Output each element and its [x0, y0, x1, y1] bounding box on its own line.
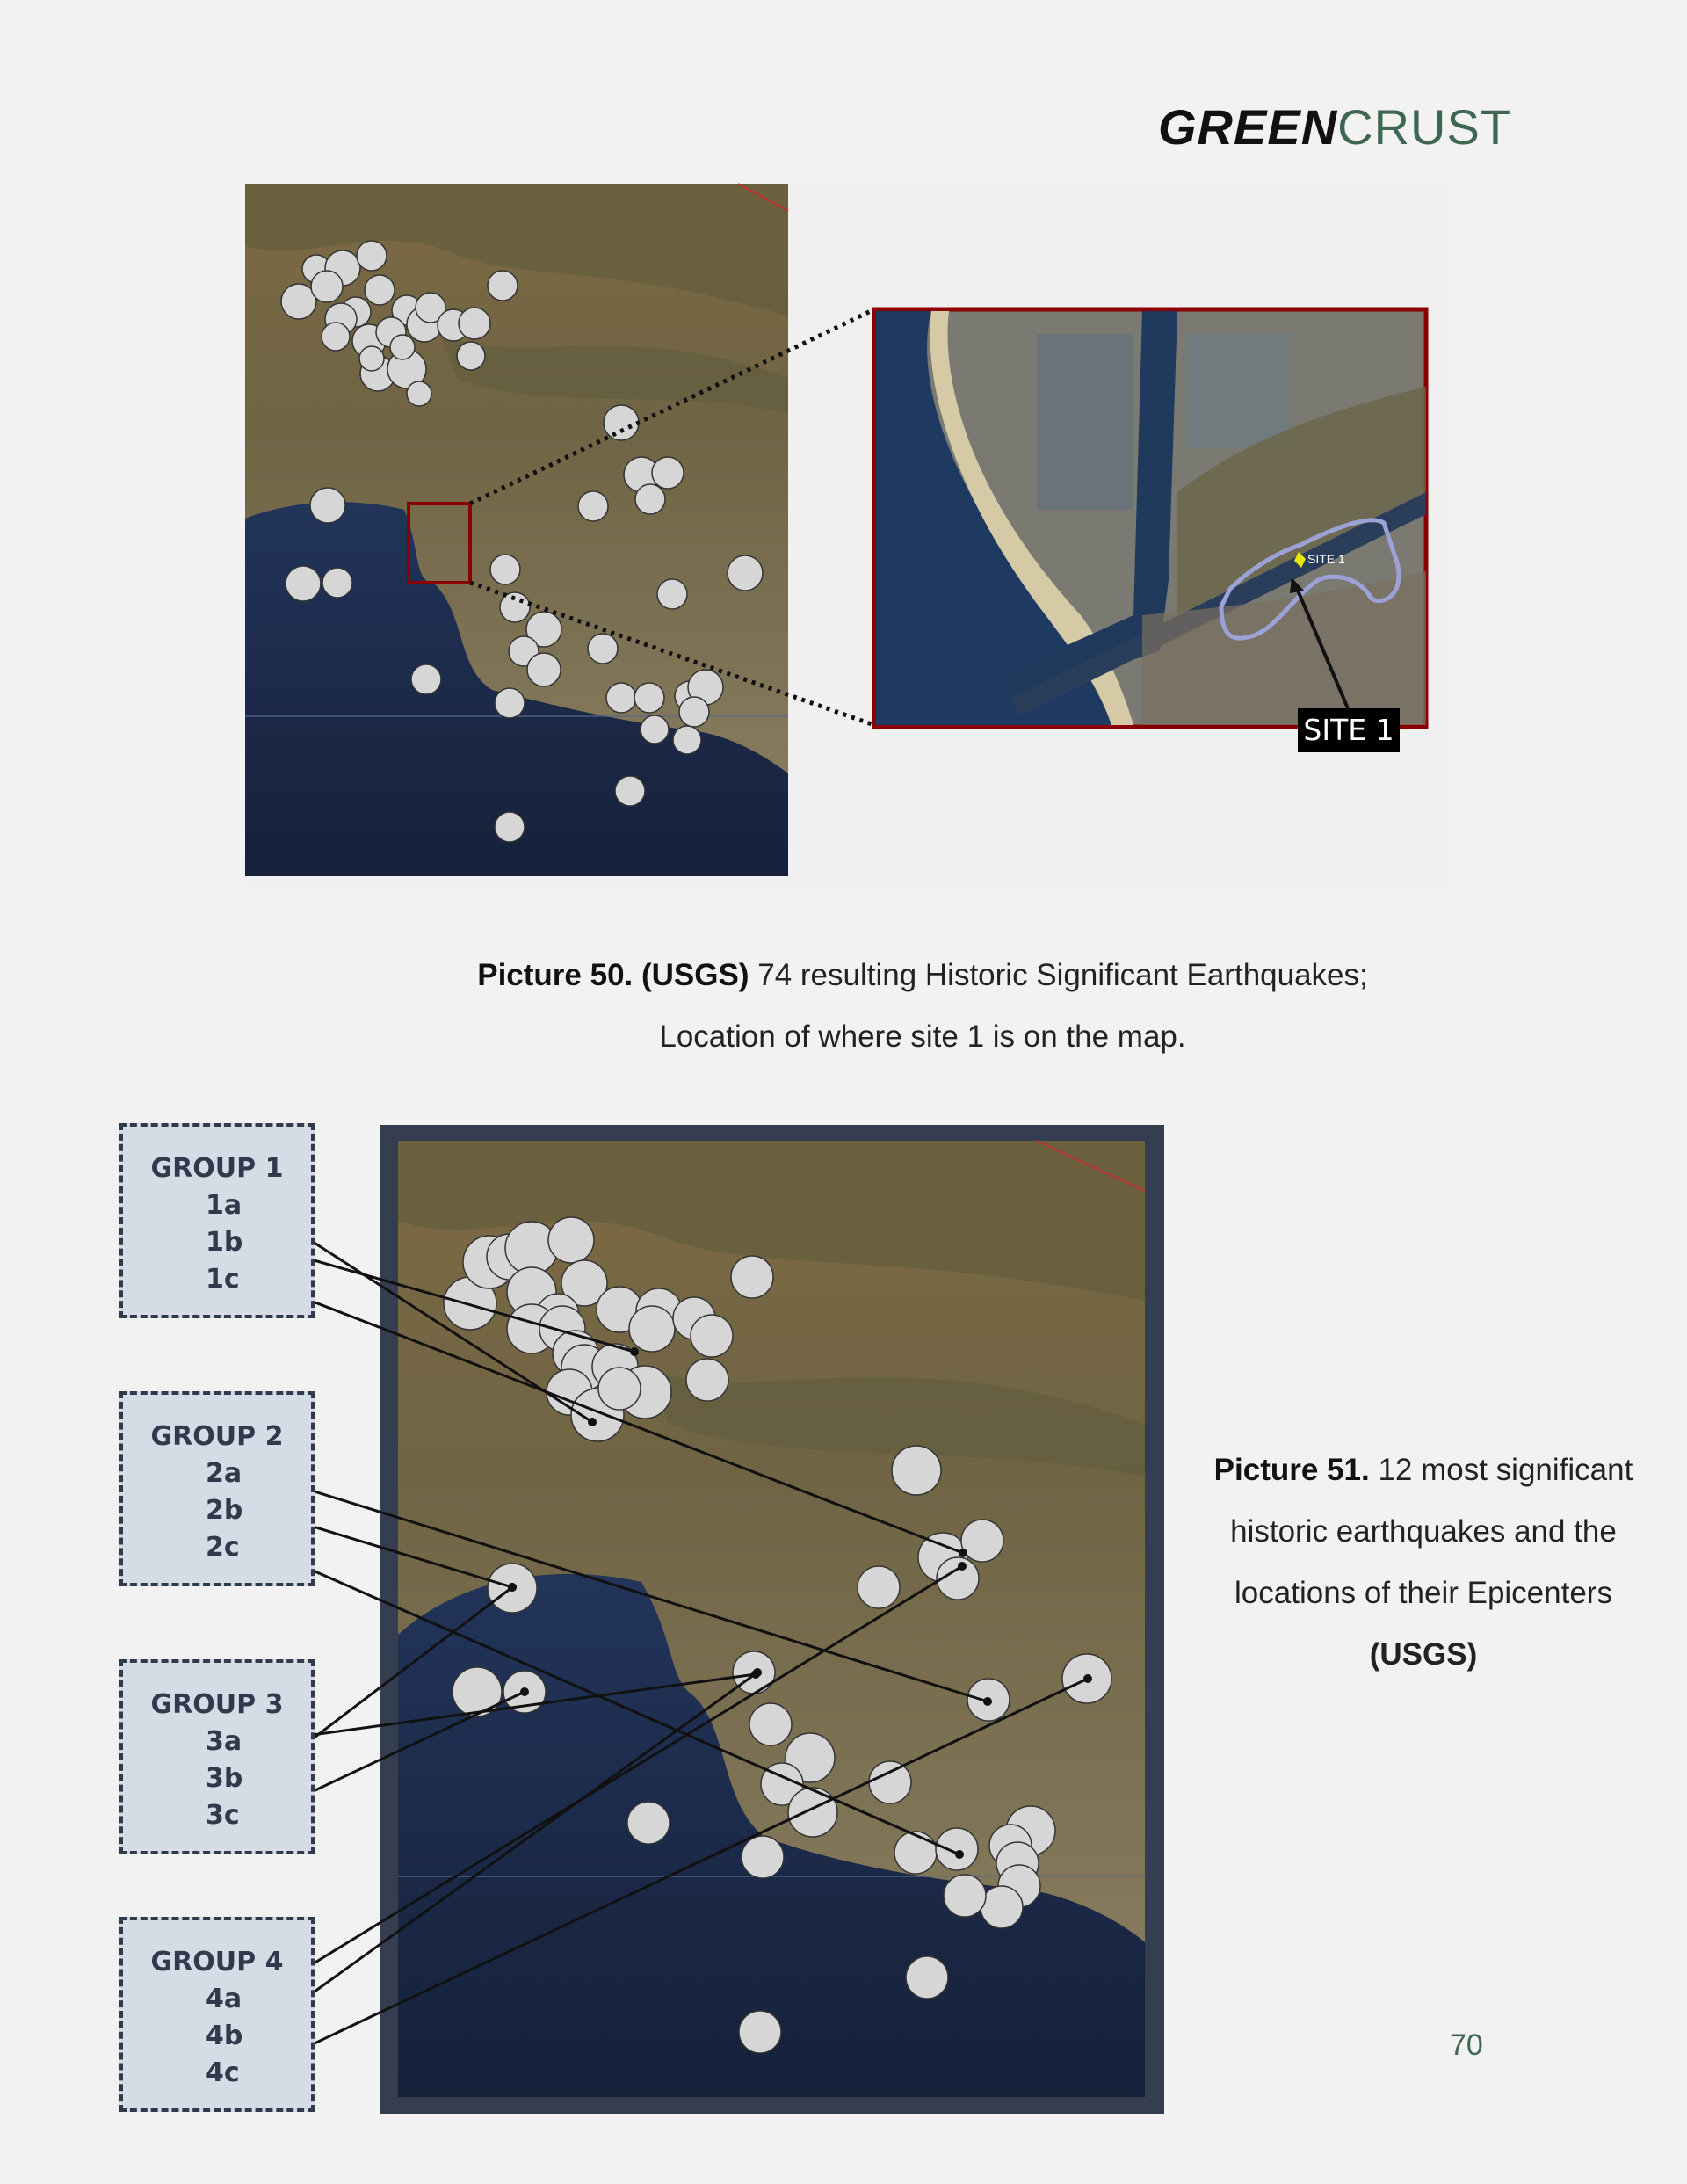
earthquake-marker — [365, 275, 395, 305]
group-item: 4b — [206, 2021, 243, 2051]
earthquake-marker — [459, 308, 490, 339]
la-region-map — [245, 184, 788, 876]
caption51-bold: Picture 51. — [1213, 1453, 1370, 1487]
caption-picture-50 — [264, 945, 1582, 1068]
earthquake-marker — [788, 1788, 837, 1837]
leader-dot — [1083, 1674, 1092, 1683]
earthquake-marker — [679, 697, 709, 727]
earthquake-marker — [728, 555, 763, 591]
earthquake-marker — [488, 271, 518, 301]
earthquake-marker — [858, 1566, 900, 1608]
caption50-text: 74 resulting Historic Significant Earthquakes; — [749, 958, 1368, 992]
earthquake-marker — [894, 1832, 937, 1874]
group-2-box — [119, 1391, 315, 1586]
earthquake-marker — [691, 1315, 733, 1357]
earthquake-marker — [634, 683, 664, 713]
group-3-box — [119, 1659, 315, 1854]
earthquake-marker — [739, 2011, 781, 2053]
earthquake-marker — [906, 1956, 948, 1999]
earthquake-marker — [578, 491, 608, 521]
earthquake-marker — [495, 688, 525, 718]
earthquake-marker — [673, 726, 701, 754]
earthquake-marker — [742, 1836, 784, 1878]
leader-dot — [588, 1418, 597, 1426]
earthquake-marker — [936, 1828, 978, 1870]
earthquake-marker — [961, 1520, 1003, 1562]
earthquake-marker — [286, 566, 321, 601]
caption51-line1: 12 most significant — [1369, 1453, 1633, 1487]
site1-label: SITE 1 — [1303, 713, 1394, 747]
group-item: 1b — [206, 1227, 243, 1258]
leader-dot — [959, 1549, 967, 1557]
group-item: 4c — [206, 2057, 240, 2088]
earthquake-marker — [310, 488, 345, 523]
group-title: GROUP 2 — [150, 1421, 284, 1452]
earthquake-marker — [749, 1703, 792, 1745]
caption51-line4: (USGS) — [1369, 1637, 1478, 1672]
earthquake-marker — [527, 653, 561, 686]
caption51-line3: locations of their Epicenters — [1234, 1576, 1612, 1610]
earthquake-marker — [407, 381, 431, 406]
earthquake-marker — [588, 634, 618, 664]
leader-dot — [955, 1850, 964, 1859]
caption-picture-51 — [1195, 1440, 1652, 1686]
earthquake-marker — [615, 776, 645, 806]
earthquake-marker — [641, 715, 669, 744]
earthquake-marker — [981, 1886, 1023, 1928]
group-1-box — [119, 1123, 315, 1318]
earthquake-marker — [652, 457, 684, 489]
group-4-box — [119, 1917, 315, 2112]
group-item: 2c — [206, 1532, 240, 1563]
earthquake-marker — [411, 664, 441, 694]
earthquake-marker — [457, 342, 485, 370]
earthquake-marker — [635, 484, 665, 514]
group-item: 4a — [206, 1984, 243, 2014]
earthquake-marker — [548, 1217, 594, 1263]
page-number: 70 — [1450, 2028, 1483, 2062]
earthquake-marker — [495, 812, 525, 842]
brand-light: CRUST — [1337, 99, 1512, 155]
earthquake-marker — [357, 241, 387, 271]
earthquake-marker — [490, 555, 520, 584]
earthquake-marker — [657, 579, 687, 609]
earthquake-marker — [322, 323, 350, 351]
leader-dot — [520, 1687, 529, 1696]
earthquake-marker — [359, 346, 384, 371]
leader-dot — [630, 1347, 639, 1356]
leader-dot — [508, 1583, 517, 1592]
earthquake-marker — [731, 1256, 773, 1298]
group-item: 2b — [206, 1495, 243, 1526]
group-item: 3a — [206, 1726, 243, 1757]
earthquake-marker — [944, 1875, 986, 1917]
group-item: 3c — [206, 1800, 240, 1831]
earthquake-marker — [892, 1446, 941, 1495]
earthquake-marker — [627, 1802, 670, 1844]
earthquake-marker — [686, 1359, 728, 1401]
caption50-line2: Location of where site 1 is on the map. — [659, 1019, 1186, 1054]
earthquake-marker — [311, 271, 343, 302]
site-inset-map — [874, 309, 1426, 752]
earthquake-marker — [598, 1368, 641, 1410]
earthquake-marker — [390, 335, 415, 359]
inset-pin-label: SITE 1 — [1307, 552, 1345, 566]
leader-dot — [753, 1668, 762, 1677]
earthquake-marker — [869, 1761, 911, 1803]
group-item: 1a — [206, 1190, 243, 1221]
caption51-line2: historic earthquakes and the — [1230, 1514, 1617, 1549]
leader-dot — [983, 1697, 992, 1706]
group-title: GROUP 3 — [150, 1689, 284, 1720]
group-title: GROUP 4 — [150, 1947, 284, 1977]
group-item: 1c — [206, 1264, 240, 1295]
leader-dot — [958, 1562, 967, 1571]
group-title: GROUP 1 — [150, 1153, 284, 1184]
caption50-bold: Picture 50. (USGS) — [477, 958, 749, 992]
earthquake-marker — [322, 568, 352, 598]
brand-bold: GREEN — [1158, 99, 1338, 155]
earthquake-marker — [606, 683, 636, 713]
group-item: 2a — [206, 1458, 243, 1489]
earthquake-marker — [604, 405, 639, 440]
earthquake-marker — [629, 1306, 675, 1352]
group-item: 3b — [206, 1763, 243, 1794]
